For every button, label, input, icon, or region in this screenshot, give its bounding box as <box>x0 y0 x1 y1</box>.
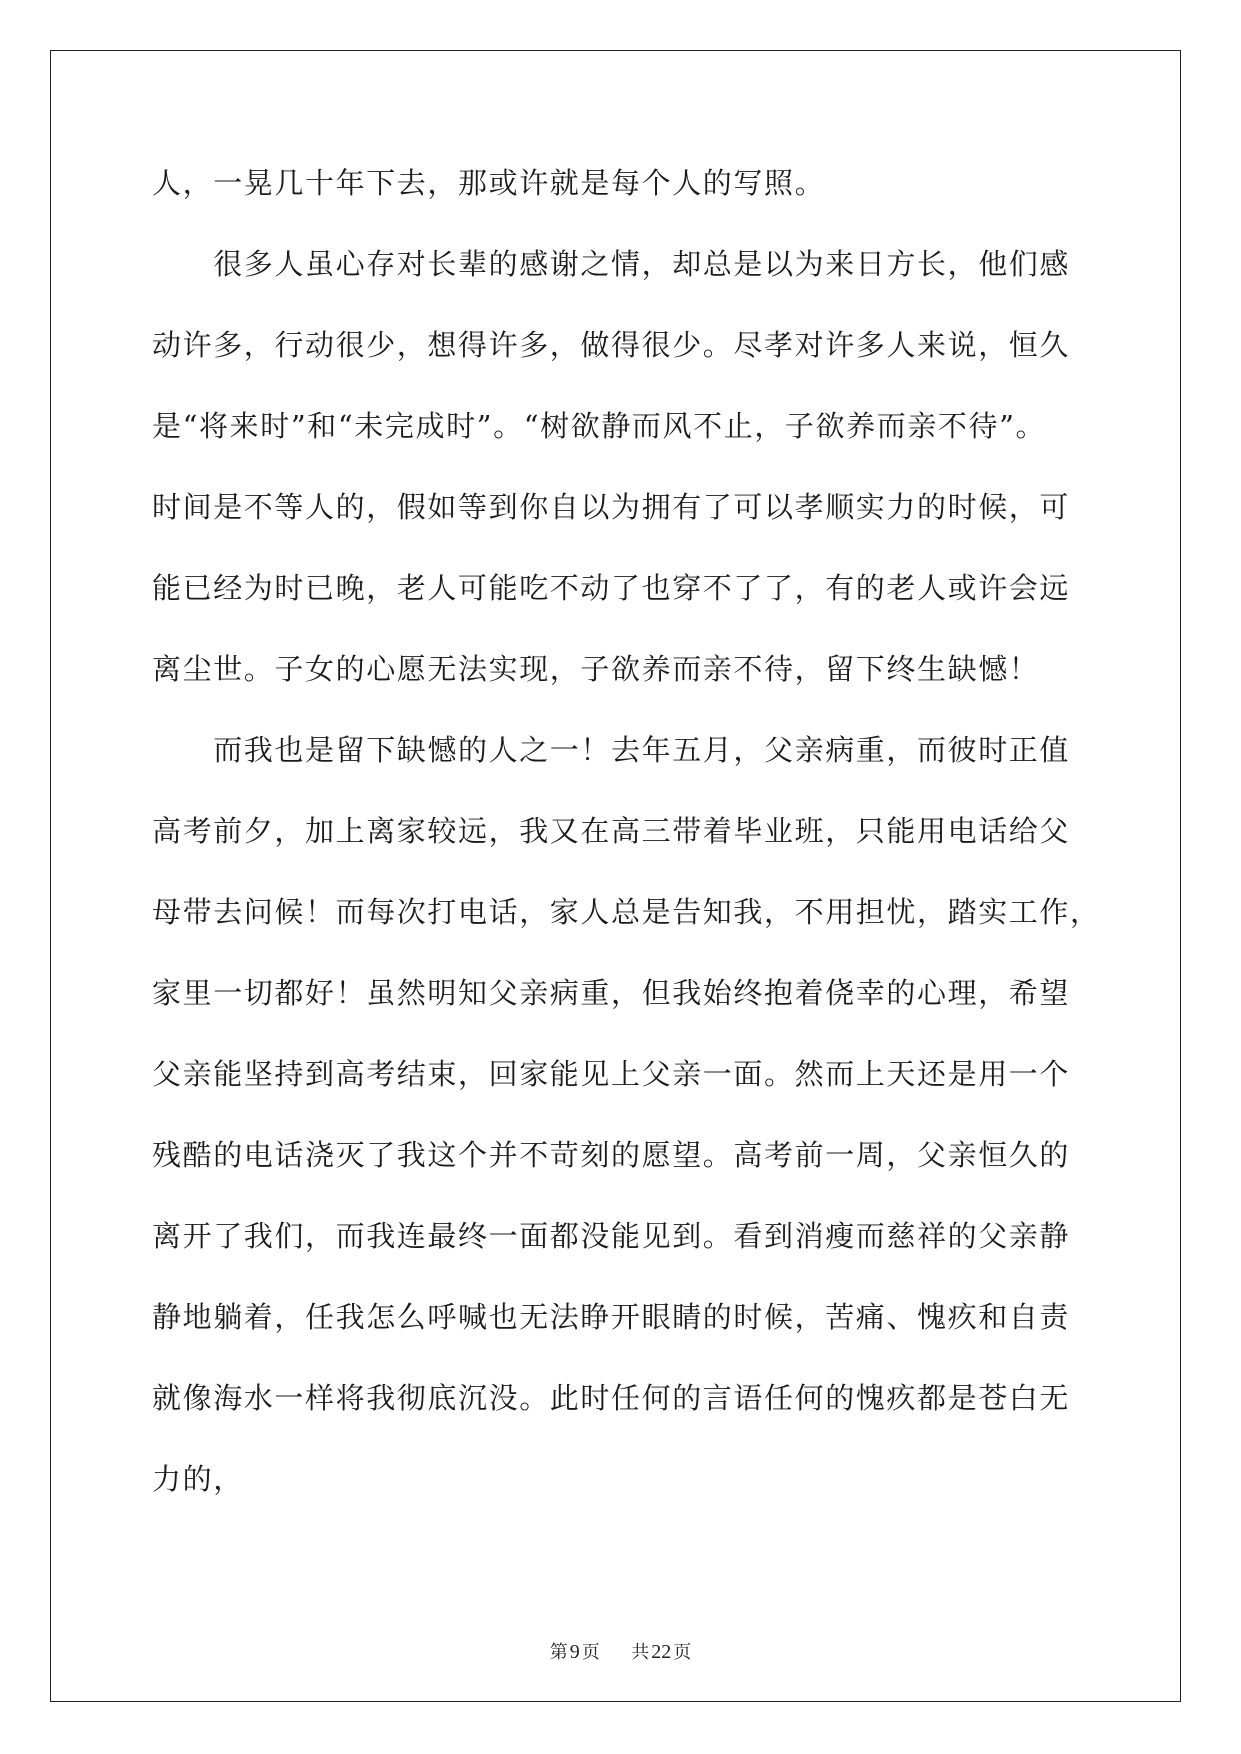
page-footer <box>0 1638 1241 1664</box>
text-line: 动许多，行动很少，想得许多，做得很少。尽孝对许多人来说，恒久 <box>152 328 1071 362</box>
page-label-prefix: 第 <box>549 1642 568 1663</box>
text-line: 能已经为时已晚，老人可能吃不动了也穿不了了，有的老人或许会远 <box>152 571 1071 605</box>
text-line: 父亲能坚持到高考结束，回家能见上父亲一面。然而上天还是用一个 <box>152 1057 1071 1091</box>
text-line: 力的， <box>152 1462 244 1496</box>
total-pages: 22 <box>651 1641 672 1663</box>
text-line: 是“将来时”和“未完成时”。“树欲静而风不止，子欲养而亲不待”。 <box>152 409 1047 443</box>
text-line: 母带去问候！而每次打电话，家人总是告知我，不用担忧，踏实工作， <box>152 895 1101 929</box>
body-text <box>152 163 1101 1540</box>
text-line: 就像海水一样将我彻底沉没。此时任何的言语任何的愧疚都是苍白无 <box>152 1381 1071 1415</box>
text-line: 残酷的电话浇灭了我这个并不苛刻的愿望。高考前一周，父亲恒久的 <box>152 1138 1071 1172</box>
text-line: 高考前夕，加上离家较远，我又在高三带着毕业班，只能用电话给父 <box>152 814 1071 848</box>
text-line: 离尘世。子女的心愿无法实现，子欲养而亲不待，留下终生缺憾！ <box>152 652 1040 686</box>
text-line: 时间是不等人的，假如等到你自以为拥有了可以孝顺实力的时候，可 <box>152 490 1071 524</box>
page-number: 9 <box>569 1641 580 1663</box>
text-line: 家里一切都好！虽然明知父亲病重，但我始终抱着侥幸的心理，希望 <box>152 976 1071 1010</box>
total-label-prefix: 共 <box>631 1642 650 1663</box>
total-label-suffix: 页 <box>673 1642 692 1663</box>
text-line: 很多人虽心存对长辈的感谢之情，却总是以为来日方长，他们感 <box>152 247 1071 281</box>
text-line: 静地躺着，任我怎么呼喊也无法睁开眼睛的时候，苦痛、愧疚和自责 <box>152 1300 1071 1334</box>
page-label-suffix: 页 <box>581 1642 600 1663</box>
text-line: 而我也是留下缺憾的人之一！去年五月，父亲病重，而彼时正值 <box>152 733 1071 767</box>
text-line: 离开了我们，而我连最终一面都没能见到。看到消瘦而慈祥的父亲静 <box>152 1219 1071 1253</box>
text-line: 人，一晃几十年下去，那或许就是每个人的写照。 <box>152 166 826 200</box>
